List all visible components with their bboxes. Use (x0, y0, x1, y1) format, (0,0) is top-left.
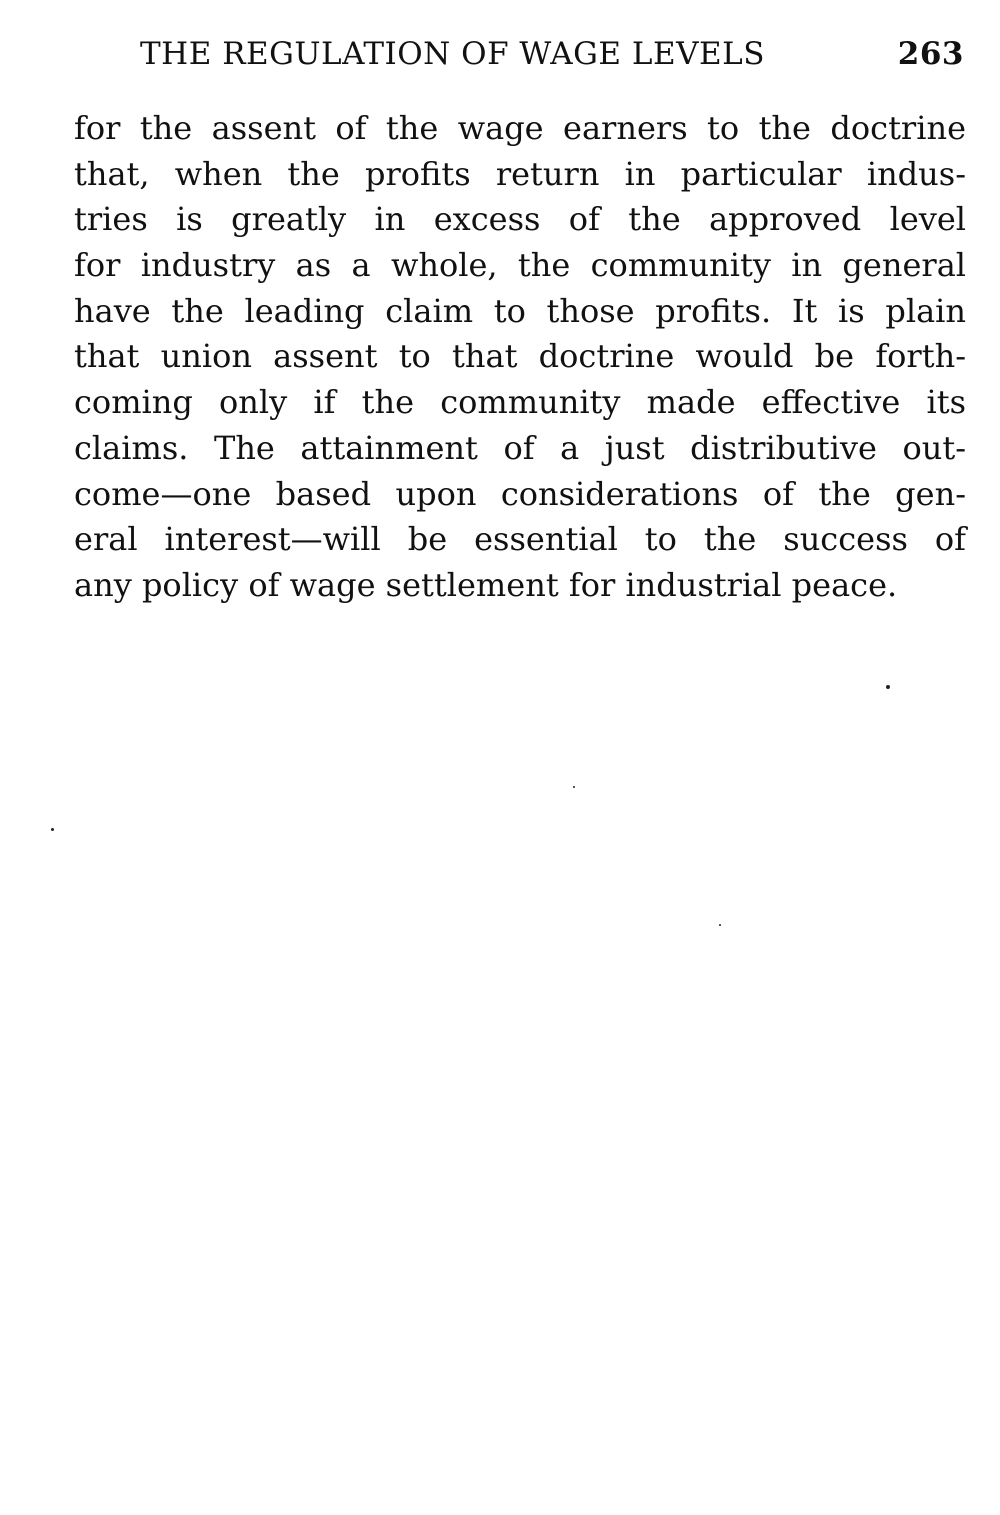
text-line: that, when the profits return in particular indus- (74, 154, 966, 193)
scan-speck (886, 685, 890, 689)
text-line: come—one based upon considerations of the gen- (74, 474, 966, 513)
text-line: any policy of wage settlement for industrial peace. (74, 565, 898, 604)
scan-speck (573, 786, 575, 788)
running-title: THE REGULATION OF WAGE LEVELS (140, 36, 765, 72)
text-line: that union assent to that doctrine would be forth- (74, 337, 966, 376)
running-head (140, 32, 966, 80)
scan-speck (719, 924, 721, 926)
text-line: have the leading claim to those profits. It is plain (74, 291, 966, 330)
text-line: for industry as a whole, the community in general (74, 246, 966, 285)
body-paragraph (74, 106, 966, 609)
page-number: 263 (897, 36, 964, 72)
text-line: eral interest—will be essential to the success of (74, 520, 966, 559)
text-line: tries is greatly in excess of the approved level (74, 200, 966, 239)
text-line: coming only if the community made effective its (74, 383, 966, 422)
text-line: for the assent of the wage earners to the doctrine (74, 109, 966, 147)
text-line: claims. The attainment of a just distributive out- (74, 428, 966, 467)
scan-speck (51, 828, 54, 831)
